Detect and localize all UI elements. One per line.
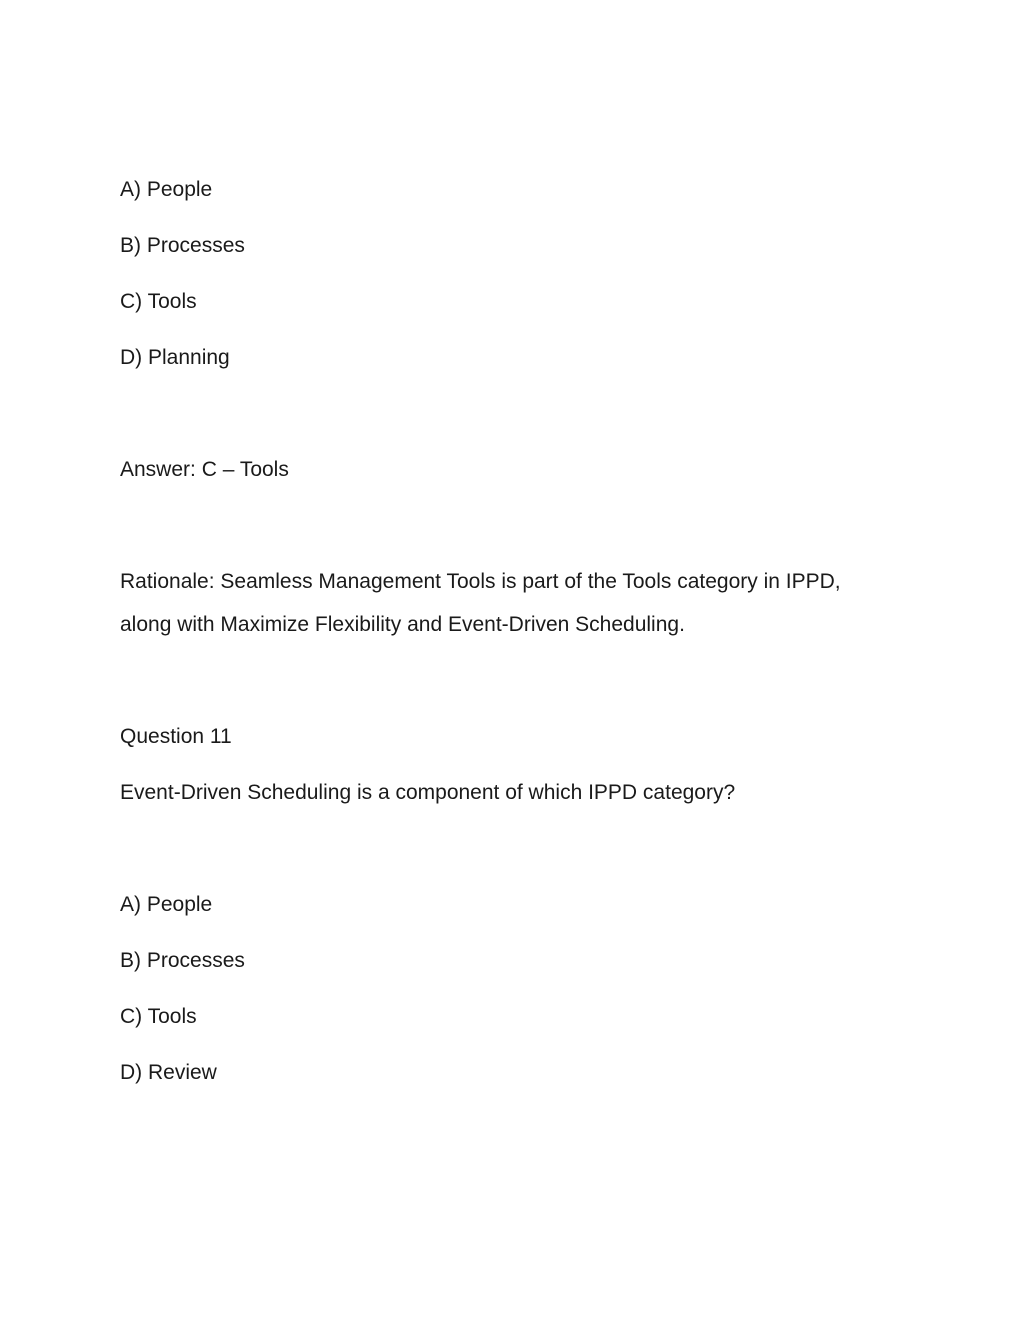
option-a: A) People	[120, 893, 213, 916]
rationale-line-1: Rationale: Seamless Management Tools is part of the Tools category in IPPD,	[120, 570, 841, 593]
option-a: A) People	[120, 178, 213, 201]
option-c: C) Tools	[120, 290, 197, 313]
question-prompt: Event-Driven Scheduling is a component of which IPPD category?	[120, 781, 736, 804]
option-d: D) Review	[120, 1061, 217, 1084]
answer-line: Answer: C – Tools	[120, 458, 289, 481]
option-b: B) Processes	[120, 949, 245, 972]
option-c: C) Tools	[120, 1005, 197, 1028]
option-b: B) Processes	[120, 234, 245, 257]
option-d: D) Planning	[120, 346, 230, 369]
question-heading: Question 11	[120, 725, 232, 748]
rationale-line-2: along with Maximize Flexibility and Event-Driven Scheduling.	[120, 613, 685, 636]
